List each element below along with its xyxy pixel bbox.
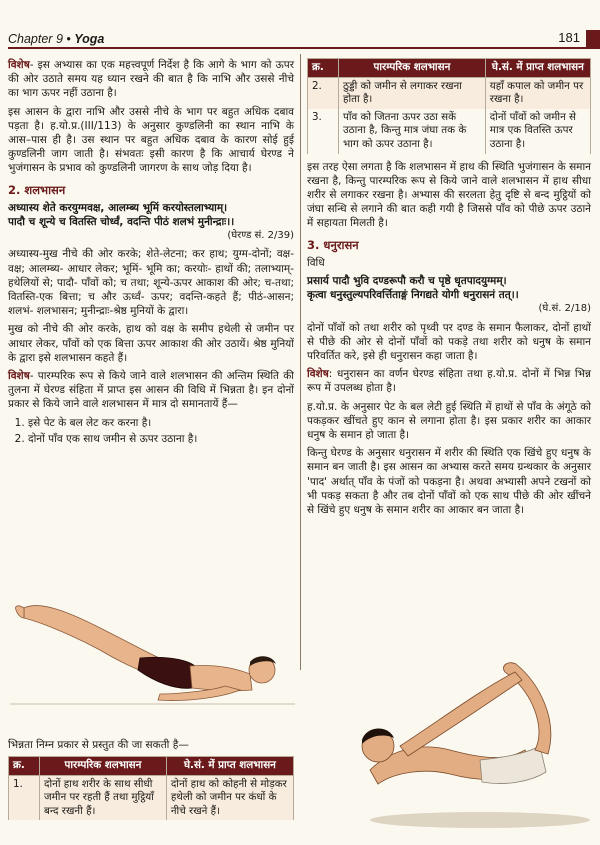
col-header-traditional: पारम्परिक शलभासन [40,757,167,776]
note-paragraph: विशेष- इस अभ्यास का एक महत्त्वपूर्ण निर्देश है कि आगे के भाग को ऊपर की ओर उठाते समय यह ध्यान रखने की बात है कि नाभि और उससे नीचे का भाग ऊपर नहीं उठाना है। [8,59,294,100]
note-label: विशेष [307,368,329,381]
method-label: विधि [307,256,325,269]
table-row: 2. ठुड्डी को जमीन से लगाकर रखना होता है। यहाँ कपाल को जमीन पर रखना है। [308,77,591,109]
verse-line: पादौ च शून्ये च वितस्ति चोर्ध्वं, वदन्ति पीठं शलभं मुनीन्द्राः।। [8,216,235,229]
col-header-number: क्र. [9,757,40,776]
right-column [307,58,591,521]
verse-reference: (घे.सं. 2/18) [538,303,591,315]
page-number: 181 [558,30,580,45]
table-row: 3. पाँव को जितना ऊपर उठा सकें उठाना है, किन्तु मात्र जंघा तक के भाग को ऊपर उठाना है। दोनों पाँवों को जमीन से मात्र एक वितस्ति ऊपर उठाना है। [308,109,591,154]
body-paragraph: दोनों पाँवों को तथा शरीर को पृथ्वी पर दण्ड के समान फैलाकर, दोनों हाथों से पीछे की ओर से दोनों पाँवों को पकड़े तथा शरीर को धनुष के समान परिवर्तित करे, इसे ही धनुरासन कहा जाता है। [307,321,591,362]
note-label: विशेष [8,370,30,383]
list-item: 1. इसे पेट के बल लेट कर करना है। [28,416,294,430]
comparison-table-part1 [8,756,294,820]
dhanurasana-illustration [330,650,590,840]
left-column [8,58,294,450]
verse-line: अध्यास्य शेते करयुग्मवक्ष, आलम्ब्य भूमिं करयोस्तलाभ्याम्। [8,201,228,214]
note-label: विशेष [8,59,30,71]
column-divider [300,54,301,670]
note-paragraph: विशेष- पारम्परिक रूप से किये जाने वाले शलभासन की अन्तिम स्थिति की तुलना में घेरण्ड संहिता में प्राप्त इस आसन की विधि में भिन्नता है। इन दोनों प्रकार से किये जाने वाले शलभासन में मात्र दो समानतायें हैं— [8,370,294,411]
similarity-list [8,416,294,446]
col-header-number: क्र. [308,59,339,78]
body-paragraph: किन्तु घेरण्ड के अनुसार धनुरासन में शरीर की स्थिति एक खिंचे हुए धनुष के समान बन जाती है। इस आसन का अभ्यास करते समय ग्रन्थकार के अनुसार 'पाद' अर्थात् पाँव के पंजों को पकड़ना है। अथवा अभ्यासी अपने टखनों को भी पकड़ सकता है और तब दोनों पाँवों को एक साथ पीछे की ओर खींचने से खिंचे हुए धनुष के समान शरीर का आकार बन जाता है। [307,447,591,517]
list-item: 2. दोनों पाँव एक साथ जमीन से ऊपर उठाना है। [28,432,294,446]
col-header-gheranda: घे.सं. में प्राप्त शलभासन [166,757,293,776]
section-heading: 3. धनुरासन [307,237,359,252]
verse-line: कृत्वा धनुस्तुल्यपरिवर्त्तिताङ्गं निगद्यते योगी धनुरासनं तत्।। [307,289,519,302]
page-header [8,30,600,50]
table-header-row [308,59,591,78]
shalabhasana-illustration [10,578,295,728]
section-heading: 2. शलभासन [8,182,66,197]
table-header-row [9,757,294,776]
chapter-label: Chapter 9 • Yoga [8,32,105,46]
table-caption: भिन्नता निम्न प्रकार से प्रस्तुत की जा सकती है— [8,739,189,751]
note-paragraph: विशेष: धनुरासन का वर्णन घेरण्ड संहिता तथा ह.यो.प्र. दोनों में भिन्न भिन्न रूप में उपलब्ध होता है। [307,368,591,395]
body-paragraph: ह.यो.प्र. के अनुसार पेट के बल लेटी हुई स्थिति में हाथों से पाँव के अंगूठे को पकड़कर खींचते हुए कान से लगाना होता है। इस प्रकार शरीर का आकार धनुष के समान हो जाता है। [307,400,591,442]
table-row: 1. दोनों हाथ शरीर के साथ सीधी जमीन पर रहती हैं तथा मुट्ठियाँ बन्द रखनी हैं। दोनों हाथ को कोहनी से मोड़कर हथेली को जमीन पर कंधों के नीचे रखने हैं। [9,775,294,820]
col-header-traditional: पारम्परिक शलभासन [339,59,486,78]
word-gloss: अध्यास्य-मुख नीचे की ओर करके; शेते-लेटना; कर हाथ; युग्म-दोनों; वक्ष-वक्ष; आलम्ब्य- आधार लेकर; भूमिं- भूमि का; करयोः- हाथों की; तलाभ्याम्- हथेलियों से; पादौ- पाँवों को; च तथा; शून्ये-ऊपर आकाश की ओर; च-तथा; वितस्ति-एक बित्ता; च और ऊर्ध्वं- ऊपर; वदन्ति-कहते हैं; पीठं-आसन; शलभं- शलभासन; मुनीन्द्राः-श्रेष्ठ मुनियों के द्वारा। [8,248,294,318]
body-paragraph: इस आसन के द्वारा नाभि और उससे नीचे के भाग पर बहुत अधिक दबाव पड़ता है। ह.यो.प्र.(III/113) के अनुसार कुण्डलिनी का स्थान नाभि के आस–पास ही है। उस स्थान पर बहुत अधिक दबाव के कारण सोई हुई कुण्डलिनी जाग जाती है। संभवतः इसी कारण है कि आचार्य घेरण्ड ने भुजंगासन के प्रभाव को कुण्डलिनी जागरण के साथ जोड़ दिया है। [8,105,294,175]
header-rule [8,47,600,49]
comparison-table-part2 [307,58,591,154]
verse-line: प्रसार्य पादौ भुवि दण्डरूपौ करौ च पृष्ठे धृतपादयुग्मम्। [307,274,507,287]
left-lower-block [8,738,294,820]
verse-reference: (घेरण्ड सं. 2/39) [227,230,294,242]
body-paragraph: इस तरह ऐसा लगता है कि शलभासन में हाथ की स्थिति भुजंगासन के समान रखना है, किन्तु पारम्परिक रूप से किये जाने वाले शलभासन में हाथ सीधा शरीर से लगाकर रखना है। अभ्यास की सरलता हेतु दृष्टि से बन्द मुट्ठियों को जंघा सन्धि से लगाने की बात कही गयी है जिससे पाँव को पीछे ऊपर उठाने में सहायता मिलती है। [307,160,591,230]
col-header-gheranda: घे.सं. में प्राप्त शलभासन [485,59,590,78]
body-paragraph: मुख को नीचे की ओर करके, हाथ को वक्ष के समीप हथेली से जमीन पर आधार लेकर, पाँवों को एक बित्ता ऊपर आकाश की ओर उठायें। श्रेष्ठ मुनियों के द्वारा इसे शलभासन कहते हैं। [8,323,294,364]
